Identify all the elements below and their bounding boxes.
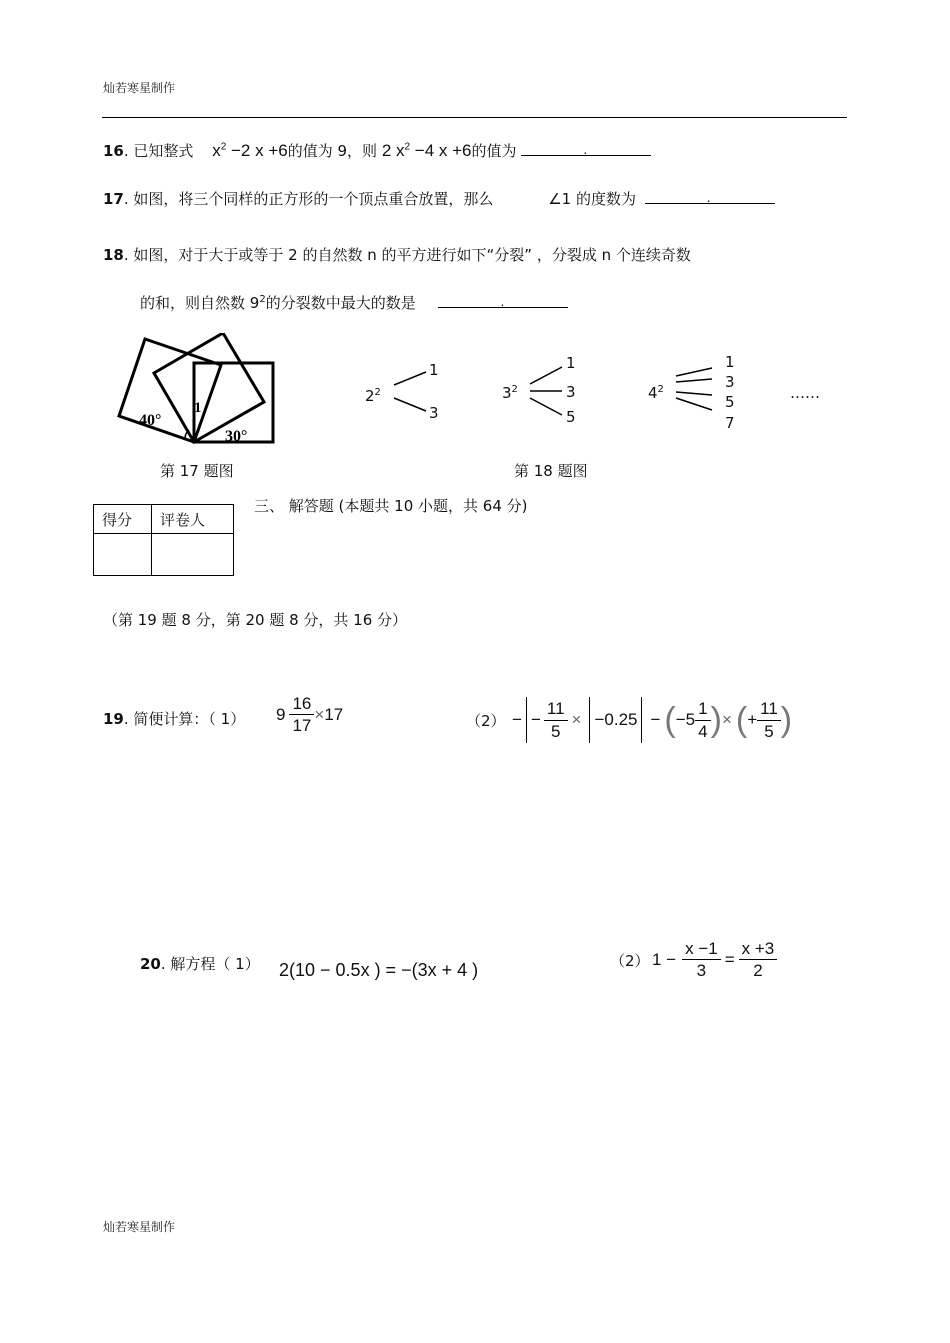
term: 3 — [566, 383, 576, 401]
angle-1-label: 1 — [194, 400, 202, 416]
base-2-squared: $2^2$ — [365, 387, 381, 405]
figure-17-squares — [115, 333, 280, 448]
answer-blank[interactable]: . — [438, 293, 568, 308]
expression-2: 2 $x^2 -4$ x +6 — [381, 141, 472, 160]
figure-17-caption: 第 17 题图 — [160, 462, 234, 480]
question-number: 17 — [103, 190, 124, 208]
score-table — [93, 504, 234, 576]
question-text: . 如图，将三个同样的正方形的一个顶点重合放置，那么 — [123, 190, 494, 208]
question-number: 16 — [103, 142, 124, 160]
question-20 — [140, 953, 260, 974]
question-16 — [103, 140, 651, 161]
question-text: 的值为 — [471, 142, 517, 160]
score-cell[interactable] — [94, 534, 152, 576]
split-lines-4 — [674, 362, 716, 418]
split-lines-2 — [392, 365, 430, 415]
header-divider — [102, 117, 847, 118]
page-footer: 灿若寒星制作 — [103, 1220, 176, 1234]
angle-30-label: 30° — [225, 428, 248, 445]
base-4-squared: $4^2$ — [648, 384, 664, 402]
q20-part2-equation: 1 − $\frac{x -1}{3}$ = $\frac{x +3}{2}$ — [652, 938, 777, 982]
answer-blank[interactable]: . — [521, 141, 651, 156]
q19-part2-expression: − − $\frac{11}{5}$ × −0.25 − ( −5 $\frac{1}{4}$ ) × ( + $\frac{11}{5}$ ) — [512, 690, 792, 750]
question-18-line-1 — [103, 244, 691, 265]
figure-18-caption: 第 18 题图 — [514, 462, 588, 480]
question-text: 的和，则自然数 9 — [140, 294, 260, 312]
q20-part1-equation: 2(10 − 0.5x ) = −(3x + 4 ) — [279, 960, 479, 980]
question-text: 的分裂数中最大的数是 — [265, 294, 416, 312]
grader-cell[interactable] — [152, 534, 234, 576]
question-number: 20 — [140, 955, 161, 973]
figure-18 — [360, 350, 840, 435]
term: 1 — [429, 361, 439, 379]
page-header: 灿若寒星制作 — [103, 81, 176, 95]
term: 5 — [566, 408, 576, 426]
q19-part2-label: （2） — [466, 712, 506, 730]
question-text: . 已知整式 — [123, 142, 194, 160]
split-lines-3 — [528, 362, 566, 418]
question-text: . 如图，对于大于或等于 2 的自然数 n 的平方进行如下“分裂” ，分裂成 n 个连续奇数 — [123, 246, 691, 264]
ellipsis: …… — [790, 384, 820, 402]
term: 7 — [725, 414, 735, 432]
term: 3 — [429, 404, 439, 422]
question-text: 的值为 9，则 — [287, 142, 378, 160]
question-number: 18 — [103, 246, 124, 264]
question-text: . 解方程（ 1） — [160, 955, 260, 973]
section-3-title: 三、 解答题 (本题共 10 小题，共 64 分) — [254, 497, 528, 515]
term: 1 — [566, 354, 576, 372]
question-text: . 简便计算：（ 1） — [123, 710, 246, 728]
question-19 — [103, 708, 245, 729]
angle-text: ∠1 的度数为 — [548, 190, 636, 208]
term: 5 — [725, 393, 735, 411]
q19-part1-expression: 9 $\frac{16}{17}$ × 17 — [276, 694, 344, 736]
question-17 — [103, 188, 775, 209]
section-3-note: （第 19 题 8 分，第 20 题 8 分，共 16 分） — [103, 611, 408, 629]
term: 1 — [725, 353, 735, 371]
term: 3 — [725, 373, 735, 391]
q20-part2-label: （2） — [610, 952, 650, 970]
score-header: 得分 — [94, 505, 152, 534]
question-18-line-2: 的和，则自然数 $9^2$的分裂数中最大的数是 . — [140, 292, 568, 313]
grader-header: 评卷人 — [152, 505, 234, 534]
answer-blank[interactable]: . — [645, 189, 775, 204]
question-number: 19 — [103, 710, 124, 728]
angle-40-label: 40° — [139, 412, 162, 429]
base-3-squared: $3^2$ — [502, 384, 518, 402]
expression-1: $x^2 -2$ x +6 — [212, 141, 288, 160]
